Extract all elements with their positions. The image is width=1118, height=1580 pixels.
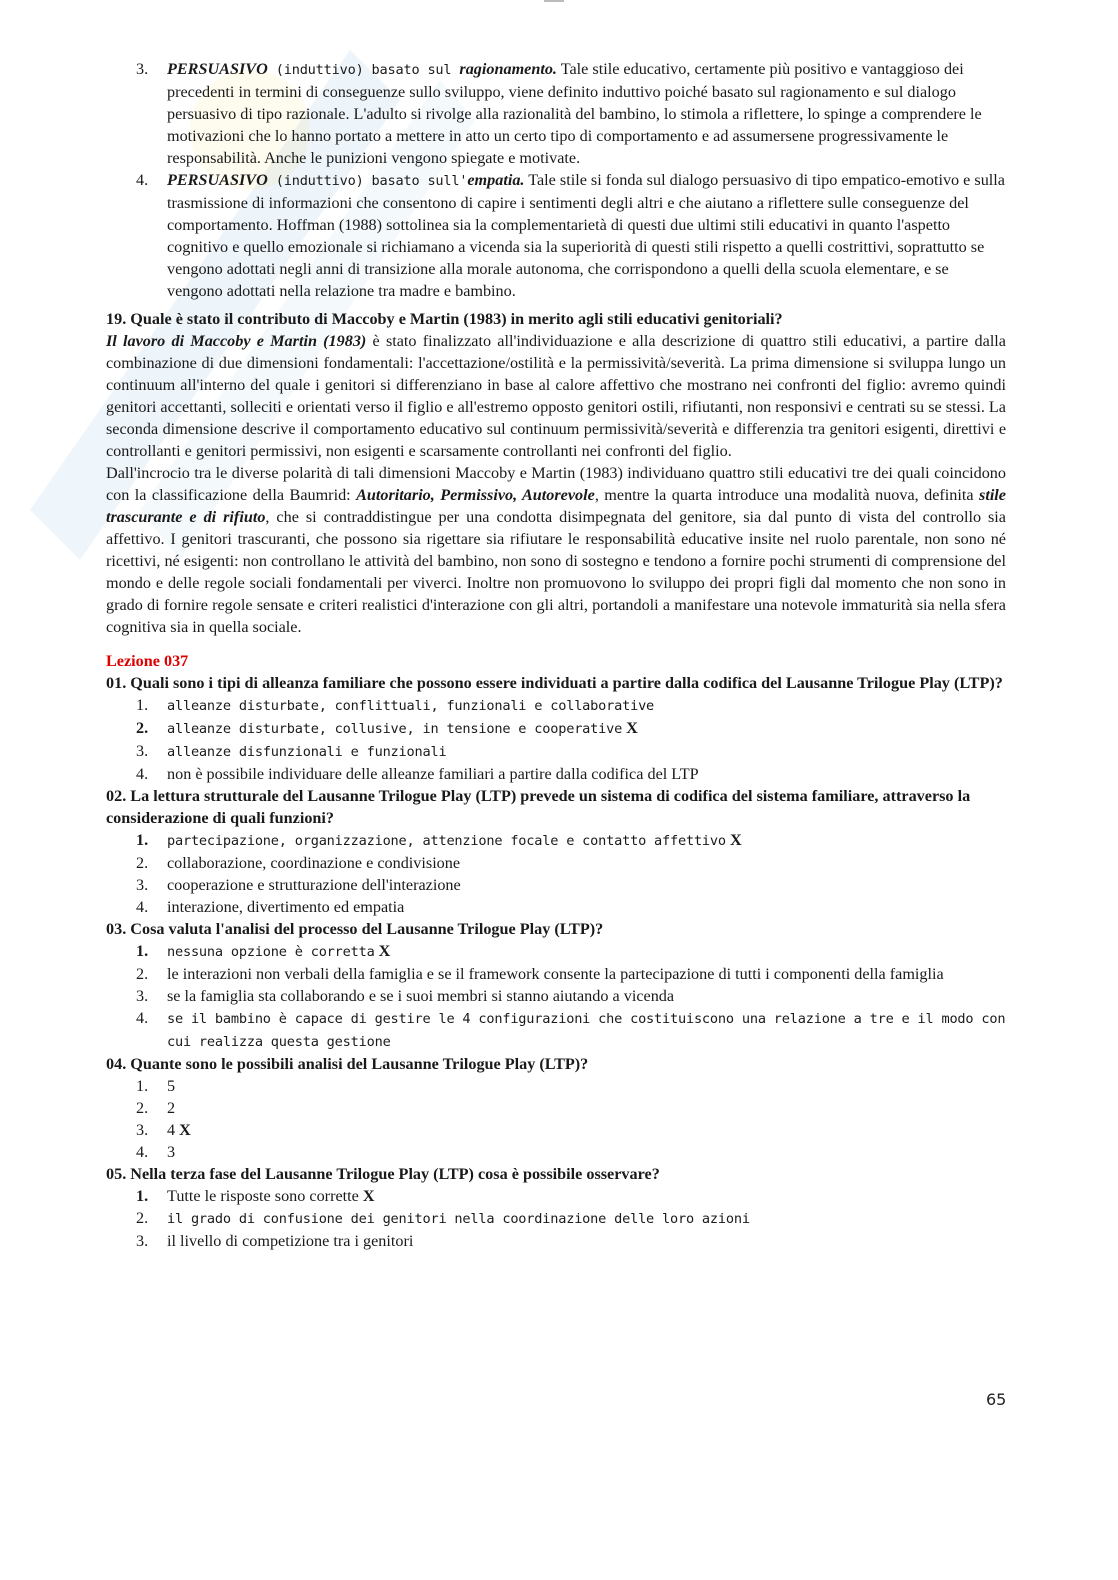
option-text: cooperazione e strutturazione dell'interazione: [167, 876, 461, 894]
option-item: [106, 940, 1006, 963]
question-block: [106, 1163, 1006, 1252]
question-text: 04. Quante sono le possibili analisi del Lausanne Trilogue Play (LTP)?: [106, 1055, 589, 1073]
answer-new-style: stile trascurante e di rifiuto: [106, 486, 1006, 526]
options-list: [106, 1185, 1006, 1252]
option-number: 2.: [136, 1209, 149, 1227]
option-number: 4.: [136, 898, 149, 916]
option-number: 4.: [136, 1009, 149, 1027]
page-content: [106, 58, 1006, 1252]
option-item: [106, 985, 1006, 1007]
options-list: [106, 829, 1006, 918]
option-number: 3.: [136, 1232, 149, 1250]
question-19: 19. Quale è stato il contributo di Maccoby e Martin (1983) in merito agli stili educativi genitoriali?: [106, 310, 783, 328]
question-text: 03. Cosa valuta l'analisi del processo del Lausanne Trilogue Play (LTP)?: [106, 920, 604, 938]
option-item: [106, 1207, 1006, 1230]
option-text: collaborazione, coordinazione e condivisione: [167, 854, 461, 872]
question-block: [106, 918, 1006, 1053]
list-number: 3.: [136, 60, 149, 78]
option-text: nessuna opzione è corretta: [167, 944, 375, 960]
option-item: [106, 1075, 1006, 1097]
option-text: alleanze disturbate, collusive, in tensione e cooperative: [167, 721, 623, 737]
option-text: 3: [167, 1143, 176, 1161]
option-item: [106, 1007, 1006, 1053]
option-item: [106, 1119, 1006, 1141]
option-text: le interazioni non verbali della famiglia e se il framework consente la partecipazione di tutti i componenti della famiglia: [167, 965, 944, 983]
option-text: il grado di confusione dei genitori nella coordinazione delle loro azioni: [167, 1211, 750, 1227]
option-number: 1.: [136, 696, 149, 714]
answer-paragraph-1: [106, 330, 1006, 462]
option-text: partecipazione, organizzazione, attenzione focale e contatto affettivo: [167, 833, 726, 849]
question-text: 05. Nella terza fase del Lausanne Trilogue Play (LTP) cosa è possibile osservare?: [106, 1165, 660, 1183]
question-block: [106, 1053, 1006, 1163]
question-block: [106, 672, 1006, 785]
option-item: [106, 829, 1006, 852]
option-item: [106, 717, 1006, 740]
answer-lead: Il lavoro di Maccoby e Martin (1983): [106, 332, 367, 350]
option-number: 2.: [136, 719, 149, 737]
lesson-title: Lezione 037: [106, 652, 189, 670]
styles-list: [106, 58, 1006, 302]
style-focus: empatia.: [467, 171, 525, 189]
option-number: 1.: [136, 831, 149, 849]
option-number: 4.: [136, 765, 149, 783]
question-text: 01. Quali sono i tipi di alleanza familiare che possono essere individuati a partire dalla codifica del Lausanne Trilogue Play (LTP)?: [106, 674, 1003, 692]
style-term: PERSUASIVO: [167, 171, 268, 189]
list-number: 4.: [136, 171, 149, 189]
correct-mark: X: [362, 1187, 375, 1205]
option-number: 1.: [136, 942, 149, 960]
option-text: 4: [167, 1121, 176, 1139]
option-item: [106, 740, 1006, 763]
style-text: Tale stile educativo, certamente più positivo e vantaggioso dei precedenti in termini di conseguenze sullo sviluppo, viene definito induttivo poiché basato sul ragionamento e sul dialogo persuasivo di tipo razionale. L'adulto si rivolge alla razionalità del bambino, lo stimola a riflettere, lo spinge a comprendere le motivazioni che lo hanno portato a mettere in atto un certo tipo di comportamento e ad assumersene progressivamente le responsabilità. Anche le punizioni vengono spiegate e motivate.: [167, 60, 982, 167]
option-text: Tutte le risposte sono corrette: [167, 1187, 359, 1205]
option-number: 2.: [136, 965, 149, 983]
option-number: 3.: [136, 1121, 149, 1139]
option-text: il livello di competizione tra i genitori: [167, 1232, 414, 1250]
option-item: [106, 874, 1006, 896]
top-edge-mark: [544, 0, 564, 2]
option-text: se il bambino è capace di gestire le 4 configurazioni che costituiscono una relazione a tre e il modo con cui realizza questa gestione: [167, 1011, 1006, 1050]
option-text: se la famiglia sta collaborando e se i suoi membri si stanno aiutando a vicenda: [167, 987, 675, 1005]
option-item: [106, 963, 1006, 985]
option-item: [106, 852, 1006, 874]
style-focus: ragionamento.: [459, 60, 557, 78]
option-item: [106, 694, 1006, 717]
option-text: non è possibile individuare delle alleanze familiari a partire dalla codifica del LTP: [167, 765, 699, 783]
option-item: [106, 763, 1006, 785]
answer-text: Dall'incrocio tra le diverse polarità di tali dimensioni Maccoby e Martin (1983) individuano quattro stili educativi tre dei quali coincidono con la classificazione della Baumrid:: [106, 464, 1006, 504]
option-item: [106, 1230, 1006, 1252]
option-number: 3.: [136, 742, 149, 760]
correct-mark: X: [729, 831, 742, 849]
option-number: 2.: [136, 1099, 149, 1117]
options-list: [106, 694, 1006, 785]
style-mid: (induttivo) basato sull': [267, 173, 468, 189]
style-text: Tale stile si fonda sul dialogo persuasivo di tipo empatico-emotivo e sulla trasmissione di informazioni che consentono di capire i sentimenti degli altri e che aiutano a riflettere sulle conseguenze del comportamento. Hoffman (1988) sottolinea sia la complementarietà di questi due ultimi stili educativi in quanto l'aspetto cognitivo e quello emozionale si richiamano a vicenda sia la superiorità di questi stili rispetto a quelli costrittivi, soprattutto se vengono adottati negli anni di transizione alla morale autonoma, che corrispondono a quelli della scuola elementare, e se vengono adottati nella relazione tra madre e bambino.: [167, 171, 1005, 300]
style-mid: (induttivo) basato sul: [267, 62, 460, 78]
list-item: [106, 169, 1006, 302]
option-number: 4.: [136, 1143, 149, 1161]
correct-mark: X: [179, 1121, 191, 1139]
option-item: [106, 896, 1006, 918]
question-text: 02. La lettura strutturale del Lausanne Trilogue Play (LTP) prevede un sistema di codifica del sistema familiare, attraverso la considerazione di quali funzioni?: [106, 787, 971, 827]
option-text: interazione, divertimento ed empatia: [167, 898, 405, 916]
option-number: 1.: [136, 1077, 149, 1095]
option-item: [106, 1097, 1006, 1119]
option-item: [106, 1141, 1006, 1163]
option-text: alleanze disturbate, conflittuali, funzionali e collaborative: [167, 698, 655, 714]
option-number: 2.: [136, 854, 149, 872]
correct-mark: X: [378, 942, 391, 960]
option-text: 5: [167, 1077, 176, 1095]
style-term: PERSUASIVO: [167, 60, 268, 78]
option-number: 3.: [136, 876, 149, 894]
answer-text: , che si contraddistingue per una condotta disimpegnata del genitore, sia dal punto di vista del controllo sia affettivo. I genitori trascuranti, che possono sia rigettare sia rifiutare le responsabilità educative insite nel ruolo parentale, non sono né ricettivi, né esigenti: non controllano le attività del bambino, non sono di sostegno e tendono a fornire pochi strumenti di comprensione del mondo e delle regole sociali fondamentali per viverci. Inoltre non promuovono lo sviluppo dei propri figli dal momento che non sono in grado di fornire regole sensate e criteri realistici d'interazione con gli altri, portandoli a manifestare una notevole immaturità sia nella sfera cognitiva sia in quella sociale.: [106, 508, 1006, 636]
question-block: [106, 785, 1006, 918]
option-text: alleanze disfunzionali e funzionali: [167, 744, 447, 760]
option-number: 3.: [136, 987, 149, 1005]
options-list: [106, 1075, 1006, 1163]
correct-mark: X: [626, 719, 638, 737]
option-number: 1.: [136, 1187, 149, 1205]
answer-paragraph-2: [106, 462, 1006, 638]
options-list: [106, 940, 1006, 1053]
list-item: [106, 58, 1006, 169]
option-item: [106, 1185, 1006, 1207]
answer-text: , mentre la quarta introduce una modalità nuova, definita: [594, 486, 980, 504]
answer-styles: Autoritario, Permissivo, Autorevole: [356, 486, 595, 504]
option-text: 2: [167, 1099, 176, 1117]
page-number: 65: [986, 1390, 1007, 1409]
answer-text: è stato finalizzato all'individuazione e alla descrizione di quattro stili educativi, a partire dalla combinazione di due dimensioni fondamentali: l'accettazione/ostilità e la permissività/severità. La prima dimensione si sviluppa lungo un continuum all'interno del quale i genitori si differenziano in base al calore affettivo che mostrano nei confronti del figlio: avremo quindi genitori accettanti, solleciti e orientati verso il figlio e all'estremo opposto genitori ostili, rifiutanti, non responsivi e centrati su se stessi. La seconda dimensione descrive il comportamento educativo sul continuum permissività/severità e differenzia tra genitori esigenti, direttivi e controllanti e genitori permissivi, non esigenti e scarsamente controllanti nei confronti del figlio.: [106, 332, 1006, 460]
